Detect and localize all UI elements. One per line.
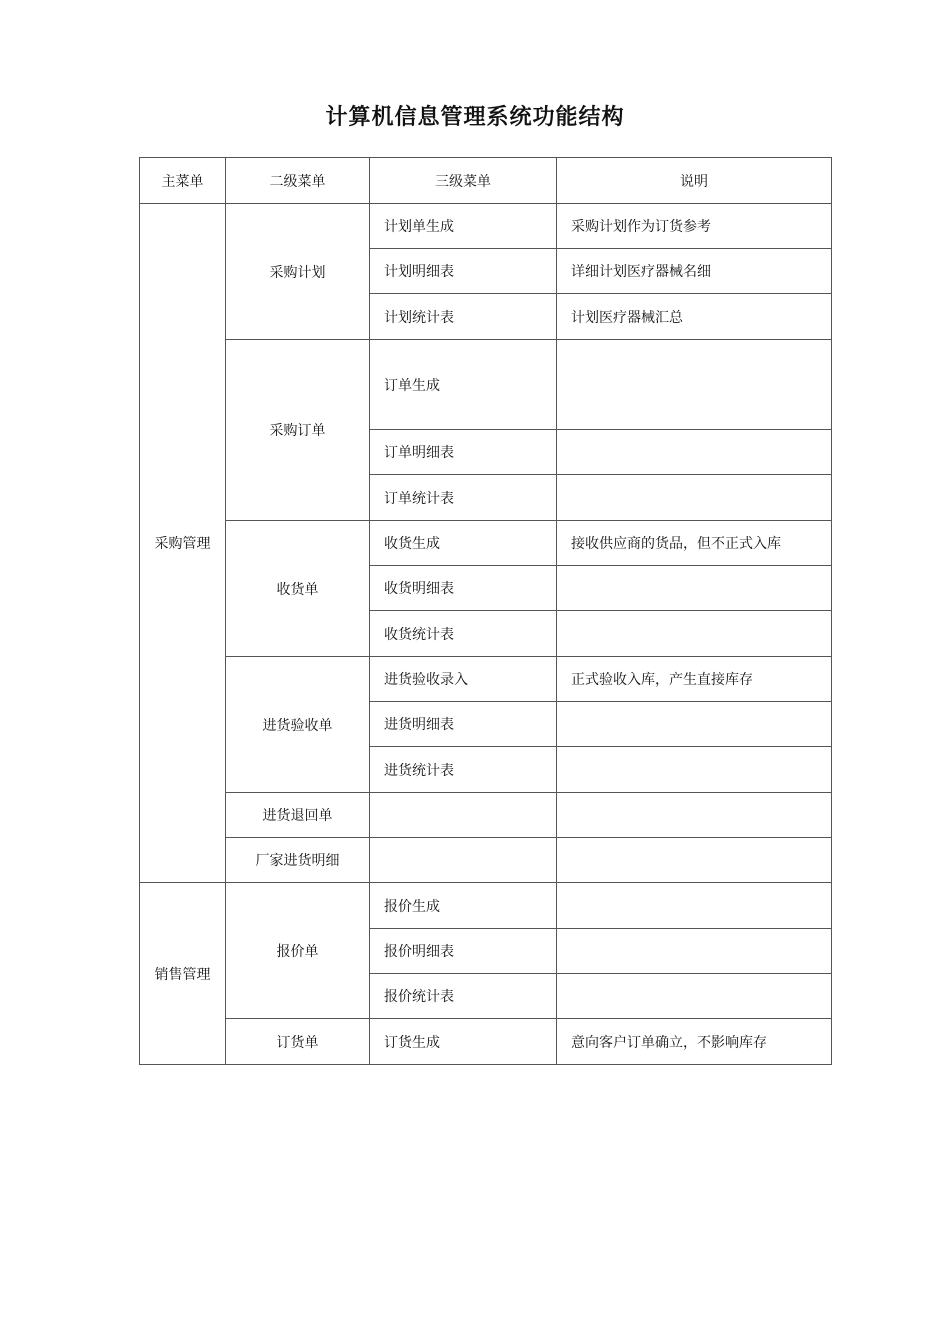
page-title: 计算机信息管理系统功能结构 <box>325 105 625 130</box>
header-second-menu: 二级菜单 <box>226 158 370 204</box>
table-row <box>140 204 832 249</box>
header-third-menu: 三级菜单 <box>370 158 557 204</box>
item-cell: 报价明细表 <box>370 929 557 974</box>
submenu-cell: 报价单 <box>226 883 370 1019</box>
desc-cell: 意向客户订单确立，不影响库存 <box>557 1019 832 1065</box>
submenu-cell: 采购订单 <box>226 340 370 521</box>
table-row <box>140 883 832 929</box>
submenu-cell: 订货单 <box>226 1019 370 1065</box>
desc-cell <box>557 475 832 521</box>
header-row <box>140 158 832 204</box>
item-cell: 进货统计表 <box>370 747 557 793</box>
item-cell <box>370 793 557 838</box>
item-cell: 报价统计表 <box>370 974 557 1019</box>
table-row <box>140 838 832 883</box>
item-cell: 进货明细表 <box>370 702 557 747</box>
table-row <box>140 657 832 702</box>
desc-cell <box>557 430 832 475</box>
submenu-cell: 采购计划 <box>226 204 370 340</box>
item-cell: 收货明细表 <box>370 566 557 611</box>
item-cell: 订单明细表 <box>370 430 557 475</box>
desc-cell <box>557 929 832 974</box>
main-menu-cell: 采购管理 <box>140 204 226 883</box>
table-row <box>140 340 832 430</box>
submenu-cell: 收货单 <box>226 521 370 657</box>
function-structure-table <box>139 157 832 1065</box>
desc-cell <box>557 611 832 657</box>
desc-cell: 正式验收入库，产生直接库存 <box>557 657 832 702</box>
desc-cell: 计划医疗器械汇总 <box>557 294 832 340</box>
item-cell: 计划统计表 <box>370 294 557 340</box>
desc-cell <box>557 747 832 793</box>
desc-cell <box>557 974 832 1019</box>
item-cell: 进货验收录入 <box>370 657 557 702</box>
desc-cell <box>557 702 832 747</box>
desc-cell <box>557 838 832 883</box>
desc-cell <box>557 340 832 430</box>
desc-cell <box>557 566 832 611</box>
item-cell: 计划明细表 <box>370 249 557 294</box>
submenu-cell: 厂家进货明细 <box>226 838 370 883</box>
item-cell: 计划单生成 <box>370 204 557 249</box>
item-cell: 订单生成 <box>370 340 557 430</box>
header-main-menu: 主菜单 <box>140 158 226 204</box>
submenu-cell: 进货退回单 <box>226 793 370 838</box>
submenu-cell: 进货验收单 <box>226 657 370 793</box>
desc-cell: 详细计划医疗器械名细 <box>557 249 832 294</box>
desc-cell <box>557 883 832 929</box>
table-row <box>140 793 832 838</box>
item-cell: 订单统计表 <box>370 475 557 521</box>
table-row <box>140 1019 832 1065</box>
header-description: 说明 <box>557 158 832 204</box>
table-row <box>140 521 832 566</box>
item-cell: 收货生成 <box>370 521 557 566</box>
item-cell: 报价生成 <box>370 883 557 929</box>
desc-cell <box>557 793 832 838</box>
item-cell: 订货生成 <box>370 1019 557 1065</box>
item-cell: 收货统计表 <box>370 611 557 657</box>
desc-cell: 接收供应商的货品，但不正式入库 <box>557 521 832 566</box>
item-cell <box>370 838 557 883</box>
main-menu-cell: 销售管理 <box>140 883 226 1065</box>
desc-cell: 采购计划作为订货参考 <box>557 204 832 249</box>
